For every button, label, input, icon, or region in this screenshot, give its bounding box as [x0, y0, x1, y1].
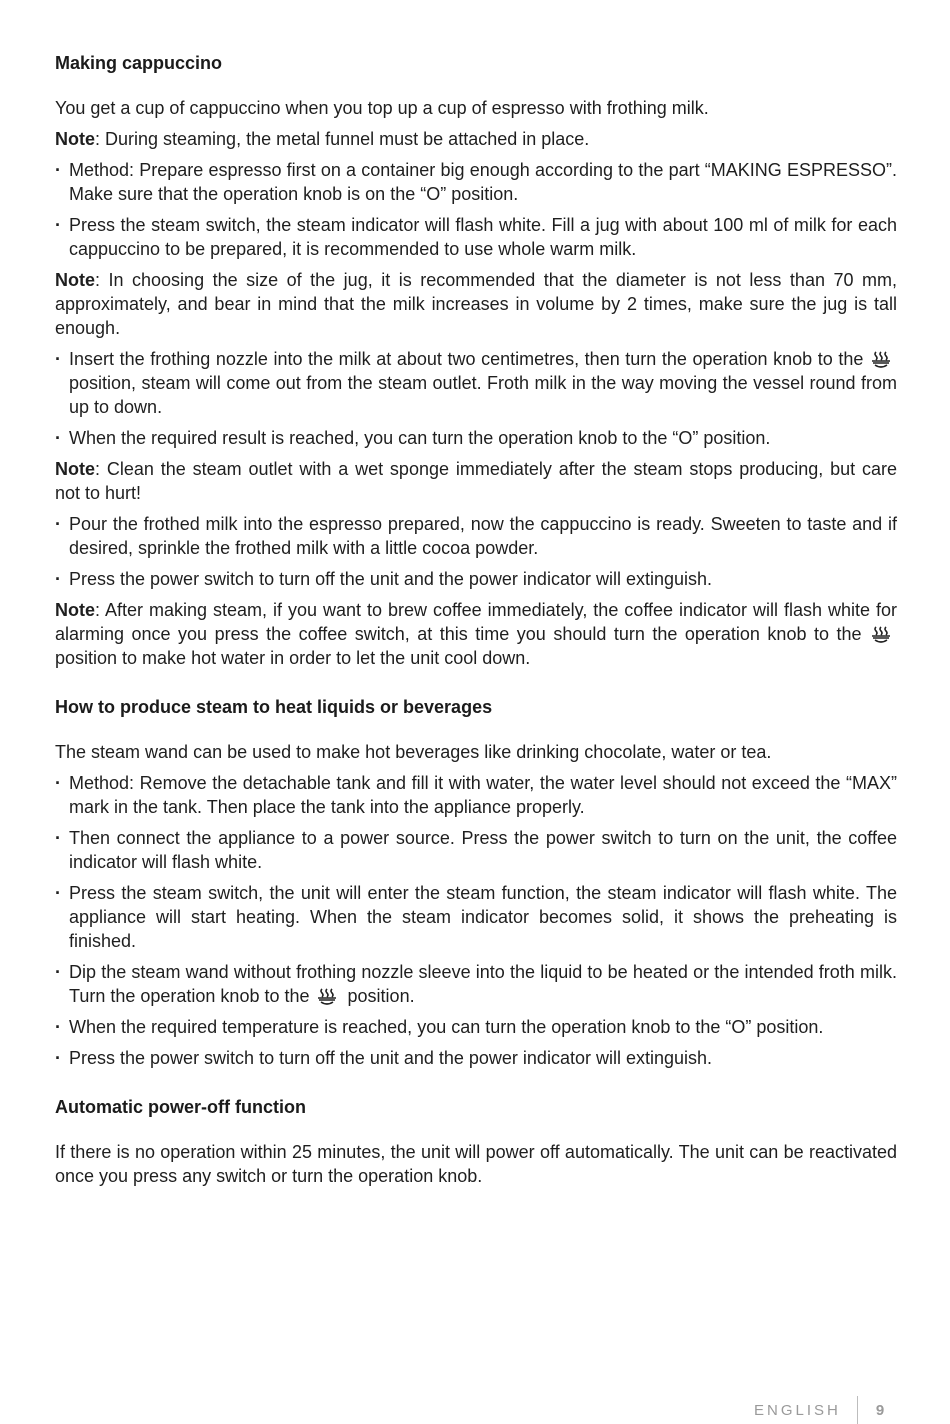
steam-steps-list — [55, 771, 897, 1070]
list-item-text: Insert the frothing nozzle into the milk at about two centimetres, then turn the operation knob to the — [69, 349, 864, 369]
manual-page — [55, 50, 897, 1195]
heading-steam-liquids: How to produce steam to heat liquids or beverages — [55, 697, 493, 717]
auto-power-off-text: If there is no operation within 25 minutes, the unit will power off automatically. The unit can be reactivated once you press any switch or turn the operation knob. — [55, 1142, 897, 1186]
steam-symbol-icon — [871, 625, 895, 643]
steam-intro: The steam wand can be used to make hot beverages like drinking chocolate, water or tea. — [55, 742, 772, 762]
list-item: · Pour the frothed milk into the espresso prepared, now the cappuccino is ready. Sweeten to taste and if desired, sprinkle the frothed milk with a little cocoa powder. — [55, 512, 897, 560]
list-item: · Press the power switch to turn off the unit and the power indicator will extinguish. — [55, 567, 897, 591]
steam-symbol-icon — [871, 350, 895, 368]
steam-symbol-icon — [317, 987, 341, 1005]
note-after-steam — [55, 598, 897, 670]
list-item: · Press the steam switch, the steam indicator will flash white. Fill a jug with about 100 ml of milk for each cappuccino to be prepared, it is recommended to use whole warm milk. — [55, 213, 897, 261]
list-item: · When the required temperature is reached, you can turn the operation knob to the “O” position. — [55, 1015, 897, 1039]
list-item-text: position, steam will come out from the steam outlet. Froth milk in the way moving the vessel round from up to down. — [69, 373, 897, 417]
footer-divider — [857, 1396, 858, 1424]
note-label: Note — [55, 129, 95, 149]
list-item-text: Dip the steam wand without frothing nozzle sleeve into the liquid to be heated or the intended froth milk. Turn the operation knob to the — [69, 962, 897, 1006]
page-footer — [754, 1396, 884, 1424]
footer-language: ENGLISH — [754, 1401, 841, 1419]
cappuccino-steps-list-2 — [55, 347, 897, 450]
cappuccino-steps-list — [55, 158, 897, 261]
note-text: position to make hot water in order to let the unit cool down. — [55, 648, 531, 668]
heading-auto-power-off: Automatic power-off function — [55, 1097, 306, 1117]
note-funnel — [55, 127, 897, 151]
note-text: : In choosing the size of the jug, it is recommended that the diameter is not less than 70 mm, approximately, and bear in mind that the milk increases in volume by 2 times, make sure the jug is tall enough. — [55, 270, 897, 338]
list-item: · Then connect the appliance to a power source. Press the power switch to turn on the unit, the coffee indicator will flash white. — [55, 826, 897, 874]
note-clean-outlet — [55, 457, 897, 505]
note-label: Note — [55, 459, 95, 479]
list-item: · Method: Remove the detachable tank and fill it with water, the water level should not exceed the “MAX” mark in the tank. Then place the tank into the appliance properly. — [55, 771, 897, 819]
list-item: · Method: Prepare espresso first on a container big enough according to the part “MAKING ESPRESSO”. Make sure that the operation knob is on the “O” position. — [55, 158, 897, 206]
list-item-text: position. — [347, 986, 415, 1006]
note-text: : After making steam, if you want to brew coffee immediately, the coffee indicator will flash white for alarming once you press the coffee switch, at this time you should turn the operation knob to the — [55, 600, 897, 644]
list-item — [55, 960, 897, 1008]
cappuccino-steps-list-3 — [55, 512, 897, 591]
note-label: Note — [55, 600, 95, 620]
list-item: · When the required result is reached, you can turn the operation knob to the “O” position. — [55, 426, 897, 450]
cappuccino-intro: You get a cup of cappuccino when you top up a cup of espresso with frothing milk. — [55, 98, 709, 118]
list-item — [55, 347, 897, 419]
note-label: Note — [55, 270, 95, 290]
heading-making-cappuccino: Making cappuccino — [55, 53, 223, 73]
note-jug-size — [55, 268, 897, 340]
list-item: · Press the power switch to turn off the unit and the power indicator will extinguish. — [55, 1046, 897, 1070]
page-number: 9 — [875, 1401, 885, 1419]
list-item: · Press the steam switch, the unit will enter the steam function, the steam indicator will flash white. The appliance will start heating. When the steam indicator becomes solid, it shows the preheating is finished. — [55, 881, 897, 953]
note-text: : During steaming, the metal funnel must be attached in place. — [95, 129, 590, 149]
note-text: : Clean the steam outlet with a wet sponge immediately after the steam stops producing, but care not to hurt! — [55, 459, 897, 503]
